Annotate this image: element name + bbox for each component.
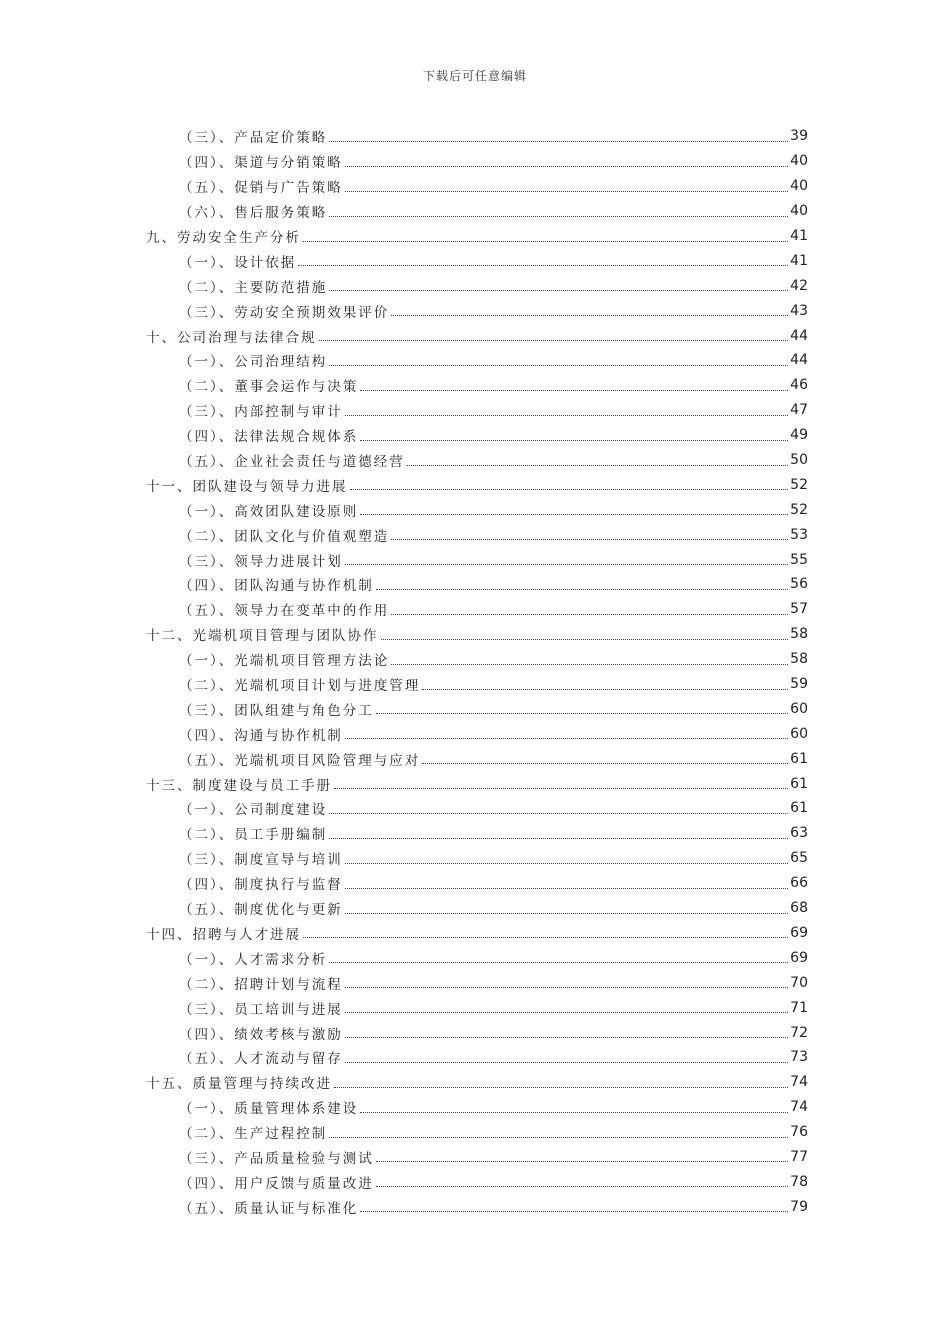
toc-page-number: 58 [790,651,808,668]
toc-entry-title: （四）、沟通与协作机制 [179,727,343,744]
toc-entry-title: 十一、团队建设与领导力进展 [146,478,348,495]
toc-page-number: 58 [790,626,808,643]
toc-dot-leader [298,265,788,266]
toc-entry-title: 十二、光端机项目管理与团队协作 [146,628,379,645]
toc-dot-leader [422,689,788,690]
toc-dot-leader [345,1062,788,1063]
toc-dot-leader [334,1087,788,1088]
toc-page-number: 77 [790,1148,808,1165]
toc-entry-title: （五）、光端机项目风险管理与应对 [179,752,421,769]
toc-section-entry[interactable] [0,896,950,921]
toc-dot-leader [329,290,788,291]
toc-page-number: 60 [790,725,808,742]
toc-dot-leader [345,738,788,739]
toc-page-number: 55 [790,551,808,568]
toc-page-number: 57 [790,601,808,618]
toc-dot-leader [329,365,788,366]
toc-entry-title: （四）、用户反馈与质量改进 [179,1175,374,1192]
toc-dot-leader [345,987,788,988]
toc-page-number: 44 [790,352,808,369]
toc-page-number: 78 [790,1173,808,1190]
toc-chapter-entry[interactable] [0,472,950,497]
toc-entry-title: （一）、光端机项目管理方法论 [179,653,390,670]
toc-section-entry[interactable] [0,597,950,622]
toc-entry-title: （一）、公司制度建设 [179,802,328,819]
toc-dot-leader [329,141,788,142]
toc-dot-leader [345,564,788,565]
toc-entry-title: 十五、质量管理与持续改进 [146,1076,332,1093]
toc-dot-leader [391,614,788,615]
toc-entry-title: （五）、领导力在变革中的作用 [179,603,390,620]
toc-section-entry[interactable] [0,572,950,597]
toc-page-number: 74 [790,1099,808,1116]
toc-dot-leader [303,241,788,242]
toc-dot-leader [422,763,788,764]
toc-page-number: 52 [790,501,808,518]
toc-chapter-entry[interactable] [0,224,950,249]
toc-section-entry[interactable] [0,647,950,672]
toc-section-entry[interactable] [0,522,950,547]
toc-section-entry[interactable] [0,423,950,448]
toc-dot-leader [329,838,788,839]
toc-entry-title: （一）、设计依据 [179,254,297,271]
toc-page-number: 59 [790,676,808,693]
toc-dot-leader [329,962,788,963]
toc-dot-leader [360,440,788,441]
toc-page-number: 41 [790,228,808,244]
toc-page-number: 76 [790,1124,808,1141]
toc-entry-title: 十四、招聘与人才进展 [146,926,301,943]
toc-page-number: 63 [790,825,808,842]
toc-entry-title: （六）、售后服务策略 [179,205,328,222]
toc-entry-title: （二）、光端机项目计划与进度管理 [179,678,421,695]
toc-page-number: 47 [790,402,808,419]
toc-page-number: 40 [790,178,808,195]
toc-page-number: 46 [790,377,808,394]
toc-page-number: 72 [790,1024,808,1041]
toc-entry-title: （五）、促销与广告策略 [179,180,343,197]
toc-section-entry[interactable] [0,1194,950,1219]
toc-dot-leader [407,465,788,466]
toc-entry-title: （一）、人才需求分析 [179,951,328,968]
toc-entry-title: （三）、内部控制与审计 [179,404,343,421]
toc-dot-leader [345,1037,788,1038]
toc-page-number: 79 [790,1198,808,1215]
toc-page-number: 40 [790,203,808,220]
toc-page-number: 65 [790,850,808,867]
toc-section-entry[interactable] [0,199,950,224]
toc-section-entry[interactable] [0,174,950,199]
toc-dot-leader [360,390,788,391]
toc-dot-leader [391,664,788,665]
toc-section-entry[interactable] [0,398,950,423]
toc-dot-leader [345,166,788,167]
toc-chapter-entry[interactable] [0,622,950,647]
toc-entry-title: （一）、高效团队建设原则 [179,503,359,520]
toc-section-entry[interactable] [0,298,950,323]
toc-section-entry[interactable] [0,995,950,1020]
toc-entry-title: （一）、公司治理结构 [179,354,328,371]
toc-page-number: 49 [790,427,808,444]
toc-entry-title: （五）、企业社会责任与道德经营 [179,454,405,471]
table-of-contents [0,124,950,1219]
toc-entry-title: （五）、人才流动与留存 [179,1051,343,1068]
toc-entry-title: （五）、质量认证与标准化 [179,1200,359,1217]
toc-page-number: 43 [790,302,808,319]
toc-dot-leader [376,713,788,714]
toc-section-entry[interactable] [0,547,950,572]
toc-entry-title: （二）、生产过程控制 [179,1126,328,1143]
toc-section-entry[interactable] [0,970,950,995]
toc-section-entry[interactable] [0,1120,950,1145]
toc-entry-title: （四）、制度执行与监督 [179,877,343,894]
toc-dot-leader [334,788,788,789]
toc-page-number: 41 [790,252,808,269]
toc-entry-title: （二）、员工手册编制 [179,827,328,844]
toc-dot-leader [303,937,788,938]
toc-entry-title: （三）、领导力进展计划 [179,553,343,570]
toc-page-number: 61 [790,750,808,767]
toc-dot-leader [329,1137,788,1138]
toc-section-entry[interactable] [0,1169,950,1194]
toc-dot-leader [391,315,788,316]
toc-page-number: 73 [790,1049,808,1066]
toc-dot-leader [376,589,788,590]
toc-page-number: 61 [790,800,808,817]
toc-page-number: 68 [790,900,808,917]
toc-dot-leader [345,1012,788,1013]
toc-page-number: 39 [790,128,808,145]
toc-page-number: 50 [790,452,808,469]
toc-entry-title: 十、公司治理与法律合规 [146,329,317,346]
toc-section-entry[interactable] [0,497,950,522]
toc-entry-title: （四）、法律法规合规体系 [179,429,359,446]
header-note: 下载后可任意编辑 [422,69,527,83]
toc-dot-leader [319,340,789,341]
toc-entry-title: （三）、团队组建与角色分工 [179,702,374,719]
toc-page-number: 53 [790,526,808,543]
toc-dot-leader [345,191,788,192]
toc-section-entry[interactable] [0,1145,950,1170]
toc-page-number: 42 [790,277,808,294]
toc-entry-title: （五）、制度优化与更新 [179,902,343,919]
toc-section-entry[interactable] [0,945,950,970]
toc-section-entry[interactable] [0,846,950,871]
toc-section-entry[interactable] [0,273,950,298]
toc-dot-leader [360,1211,788,1212]
toc-dot-leader [329,813,788,814]
toc-entry-title: （二）、董事会运作与决策 [179,379,359,396]
toc-page-number: 69 [790,924,808,941]
toc-page-number: 74 [790,1074,808,1091]
toc-entry-title: （三）、劳动安全预期效果评价 [179,304,390,321]
toc-section-entry[interactable] [0,871,950,896]
toc-entry-title: 九、劳动安全生产分析 [146,230,301,246]
toc-section-entry[interactable] [0,746,950,771]
toc-chapter-entry[interactable] [0,921,950,946]
toc-entry-title: （三）、产品定价策略 [179,130,328,147]
toc-section-entry[interactable] [0,672,950,697]
toc-dot-leader [345,913,788,914]
toc-section-entry[interactable] [0,248,950,273]
toc-dot-leader [345,888,788,889]
toc-dot-leader [391,539,788,540]
toc-section-entry[interactable] [0,124,950,149]
toc-section-entry[interactable] [0,448,950,473]
toc-entry-title: （三）、制度宣导与培训 [179,852,343,869]
toc-page-number: 71 [790,999,808,1016]
toc-entry-title: （二）、团队文化与价值观塑造 [179,528,390,545]
toc-page-number: 66 [790,875,808,892]
toc-dot-leader [345,863,788,864]
toc-dot-leader [345,415,788,416]
toc-entry-title: （二）、主要防范措施 [179,279,328,296]
toc-page-number: 52 [790,476,808,493]
toc-entry-title: （二）、招聘计划与流程 [179,976,343,993]
toc-section-entry[interactable] [0,149,950,174]
toc-dot-leader [350,489,789,490]
toc-entry-title: （三）、产品质量检验与测试 [179,1150,374,1167]
toc-dot-leader [329,216,788,217]
toc-section-entry[interactable] [0,1095,950,1120]
toc-section-entry[interactable] [0,348,950,373]
toc-page-number: 44 [790,327,808,344]
toc-entry-title: 十三、制度建设与员工手册 [146,777,332,794]
toc-dot-leader [381,639,789,640]
toc-section-entry[interactable] [0,1020,950,1045]
toc-page-number: 60 [790,700,808,717]
toc-section-entry[interactable] [0,1045,950,1070]
toc-entry-title: （四）、团队沟通与协作机制 [179,578,374,595]
toc-dot-leader [376,1186,788,1187]
toc-dot-leader [360,1112,788,1113]
toc-section-entry[interactable] [0,721,950,746]
toc-entry-title: （三）、员工培训与进展 [179,1001,343,1018]
toc-chapter-entry[interactable] [0,323,950,348]
toc-page-number: 56 [790,576,808,593]
toc-dot-leader [376,1161,788,1162]
toc-page-number: 69 [790,949,808,966]
toc-section-entry[interactable] [0,796,950,821]
toc-entry-title: （一）、质量管理体系建设 [179,1101,359,1118]
toc-dot-leader [360,514,788,515]
toc-chapter-entry[interactable] [0,1070,950,1095]
toc-section-entry[interactable] [0,696,950,721]
toc-page-number: 70 [790,974,808,991]
toc-entry-title: （四）、绩效考核与激励 [179,1026,343,1043]
toc-section-entry[interactable] [0,373,950,398]
toc-page-number: 61 [790,775,808,792]
toc-page-number: 40 [790,153,808,170]
toc-entry-title: （四）、渠道与分销策略 [179,155,343,172]
toc-chapter-entry[interactable] [0,771,950,796]
toc-section-entry[interactable] [0,821,950,846]
